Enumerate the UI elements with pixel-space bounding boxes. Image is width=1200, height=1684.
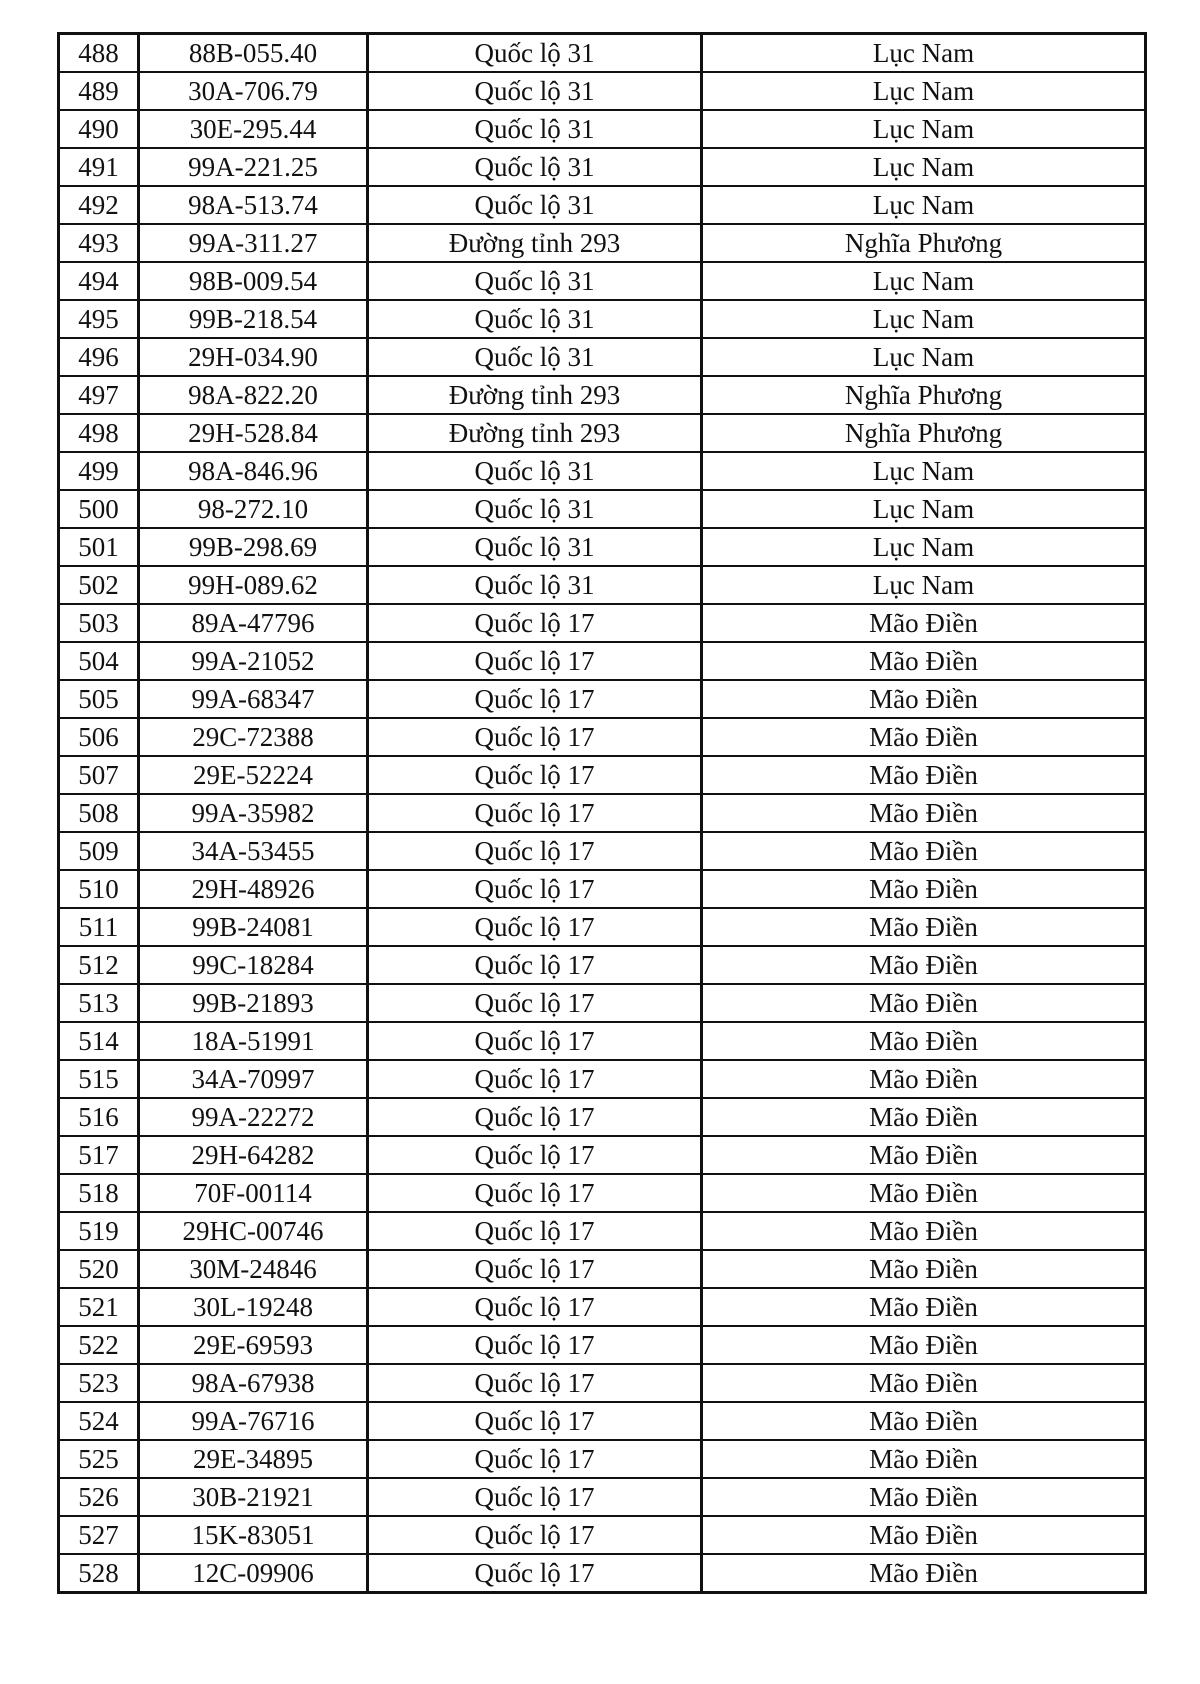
row-number-cell: 516	[59, 1098, 139, 1136]
road-cell: Quốc lộ 17	[368, 1516, 702, 1554]
road-cell: Quốc lộ 31	[368, 72, 702, 110]
row-number-cell: 520	[59, 1250, 139, 1288]
area-cell: Mão Điền	[702, 1402, 1146, 1440]
row-number-cell: 507	[59, 756, 139, 794]
license-plate-cell: 89A-47796	[139, 604, 368, 642]
area-cell: Mão Điền	[702, 1136, 1146, 1174]
area-cell: Lục Nam	[702, 148, 1146, 186]
area-cell: Lục Nam	[702, 566, 1146, 604]
area-cell: Mão Điền	[702, 642, 1146, 680]
row-number-cell: 510	[59, 870, 139, 908]
area-cell: Lục Nam	[702, 186, 1146, 224]
road-cell: Quốc lộ 17	[368, 908, 702, 946]
table-row	[59, 718, 1146, 756]
license-plate-cell: 29H-64282	[139, 1136, 368, 1174]
license-plate-cell: 30M-24846	[139, 1250, 368, 1288]
row-number-cell: 513	[59, 984, 139, 1022]
road-cell: Quốc lộ 17	[368, 1022, 702, 1060]
table-row	[59, 756, 1146, 794]
table-body	[59, 34, 1146, 1593]
table-row	[59, 642, 1146, 680]
row-number-cell: 493	[59, 224, 139, 262]
row-number-cell: 505	[59, 680, 139, 718]
area-cell: Mão Điền	[702, 946, 1146, 984]
license-plate-cell: 98-272.10	[139, 490, 368, 528]
area-cell: Mão Điền	[702, 1022, 1146, 1060]
road-cell: Quốc lộ 31	[368, 566, 702, 604]
area-cell: Mão Điền	[702, 1174, 1146, 1212]
road-cell: Quốc lộ 17	[368, 1174, 702, 1212]
table-row	[59, 1098, 1146, 1136]
row-number-cell: 490	[59, 110, 139, 148]
road-cell: Quốc lộ 31	[368, 528, 702, 566]
area-cell: Mão Điền	[702, 1288, 1146, 1326]
license-plate-cell: 29C-72388	[139, 718, 368, 756]
license-plate-cell: 99B-218.54	[139, 300, 368, 338]
table-row	[59, 338, 1146, 376]
table-row	[59, 262, 1146, 300]
row-number-cell: 525	[59, 1440, 139, 1478]
area-cell: Mão Điền	[702, 680, 1146, 718]
row-number-cell: 526	[59, 1478, 139, 1516]
area-cell: Lục Nam	[702, 528, 1146, 566]
road-cell: Quốc lộ 17	[368, 1212, 702, 1250]
road-cell: Quốc lộ 17	[368, 1250, 702, 1288]
table-row	[59, 604, 1146, 642]
table-row	[59, 1250, 1146, 1288]
area-cell: Mão Điền	[702, 1212, 1146, 1250]
area-cell: Nghĩa Phương	[702, 224, 1146, 262]
table-row	[59, 452, 1146, 490]
license-plate-cell: 99A-221.25	[139, 148, 368, 186]
row-number-cell: 500	[59, 490, 139, 528]
road-cell: Đường tỉnh 293	[368, 414, 702, 452]
license-plate-cell: 99B-21893	[139, 984, 368, 1022]
area-cell: Mão Điền	[702, 1440, 1146, 1478]
row-number-cell: 496	[59, 338, 139, 376]
area-cell: Lục Nam	[702, 490, 1146, 528]
row-number-cell: 503	[59, 604, 139, 642]
row-number-cell: 502	[59, 566, 139, 604]
license-plate-cell: 99C-18284	[139, 946, 368, 984]
license-plate-cell: 30L-19248	[139, 1288, 368, 1326]
table-row	[59, 1440, 1146, 1478]
license-plate-cell: 30A-706.79	[139, 72, 368, 110]
road-cell: Quốc lộ 17	[368, 756, 702, 794]
road-cell: Quốc lộ 17	[368, 680, 702, 718]
table-row	[59, 186, 1146, 224]
license-plate-cell: 12C-09906	[139, 1554, 368, 1593]
area-cell: Mão Điền	[702, 756, 1146, 794]
table-row	[59, 984, 1146, 1022]
table-row	[59, 1174, 1146, 1212]
area-cell: Lục Nam	[702, 300, 1146, 338]
area-cell: Mão Điền	[702, 984, 1146, 1022]
row-number-cell: 495	[59, 300, 139, 338]
row-number-cell: 514	[59, 1022, 139, 1060]
row-number-cell: 508	[59, 794, 139, 832]
area-cell: Lục Nam	[702, 110, 1146, 148]
license-plate-cell: 98B-009.54	[139, 262, 368, 300]
license-plate-cell: 99A-35982	[139, 794, 368, 832]
road-cell: Quốc lộ 17	[368, 1364, 702, 1402]
license-plate-cell: 29E-69593	[139, 1326, 368, 1364]
license-plate-cell: 98A-67938	[139, 1364, 368, 1402]
table-row	[59, 1060, 1146, 1098]
road-cell: Quốc lộ 17	[368, 794, 702, 832]
road-cell: Quốc lộ 31	[368, 338, 702, 376]
license-plate-cell: 99A-76716	[139, 1402, 368, 1440]
row-number-cell: 518	[59, 1174, 139, 1212]
road-cell: Quốc lộ 31	[368, 34, 702, 73]
license-plate-cell: 29E-34895	[139, 1440, 368, 1478]
license-plate-cell: 18A-51991	[139, 1022, 368, 1060]
license-plate-cell: 99A-21052	[139, 642, 368, 680]
area-cell: Mão Điền	[702, 1516, 1146, 1554]
row-number-cell: 528	[59, 1554, 139, 1593]
road-cell: Quốc lộ 31	[368, 490, 702, 528]
road-cell: Đường tỉnh 293	[368, 376, 702, 414]
row-number-cell: 506	[59, 718, 139, 756]
table-row	[59, 528, 1146, 566]
table-row	[59, 870, 1146, 908]
area-cell: Nghĩa Phương	[702, 414, 1146, 452]
area-cell: Mão Điền	[702, 718, 1146, 756]
area-cell: Mão Điền	[702, 794, 1146, 832]
table-row	[59, 300, 1146, 338]
table-row	[59, 414, 1146, 452]
row-number-cell: 524	[59, 1402, 139, 1440]
license-plate-cell: 29H-034.90	[139, 338, 368, 376]
table-row	[59, 832, 1146, 870]
area-cell: Mão Điền	[702, 908, 1146, 946]
license-plate-cell: 99A-311.27	[139, 224, 368, 262]
row-number-cell: 488	[59, 34, 139, 73]
row-number-cell: 509	[59, 832, 139, 870]
road-cell: Quốc lộ 17	[368, 718, 702, 756]
road-cell: Quốc lộ 17	[368, 604, 702, 642]
table-row	[59, 72, 1146, 110]
row-number-cell: 504	[59, 642, 139, 680]
road-cell: Quốc lộ 17	[368, 1402, 702, 1440]
road-cell: Quốc lộ 31	[368, 300, 702, 338]
row-number-cell: 522	[59, 1326, 139, 1364]
license-plate-cell: 34A-53455	[139, 832, 368, 870]
table-row	[59, 1478, 1146, 1516]
row-number-cell: 511	[59, 908, 139, 946]
area-cell: Mão Điền	[702, 1554, 1146, 1593]
table-row	[59, 1326, 1146, 1364]
road-cell: Quốc lộ 17	[368, 642, 702, 680]
table-row	[59, 1402, 1146, 1440]
table-row	[59, 490, 1146, 528]
road-cell: Quốc lộ 31	[368, 262, 702, 300]
row-number-cell: 494	[59, 262, 139, 300]
area-cell: Mão Điền	[702, 1098, 1146, 1136]
row-number-cell: 517	[59, 1136, 139, 1174]
row-number-cell: 492	[59, 186, 139, 224]
license-plate-cell: 98A-513.74	[139, 186, 368, 224]
license-plate-cell: 30B-21921	[139, 1478, 368, 1516]
road-cell: Quốc lộ 17	[368, 984, 702, 1022]
area-cell: Mão Điền	[702, 604, 1146, 642]
area-cell: Lục Nam	[702, 72, 1146, 110]
area-cell: Lục Nam	[702, 262, 1146, 300]
road-cell: Đường tỉnh 293	[368, 224, 702, 262]
license-plate-cell: 29E-52224	[139, 756, 368, 794]
license-plate-cell: 29H-48926	[139, 870, 368, 908]
table-row	[59, 794, 1146, 832]
table-row	[59, 376, 1146, 414]
license-plate-cell: 98A-846.96	[139, 452, 368, 490]
area-cell: Lục Nam	[702, 34, 1146, 73]
table-row	[59, 908, 1146, 946]
table-row	[59, 1288, 1146, 1326]
road-cell: Quốc lộ 17	[368, 1136, 702, 1174]
row-number-cell: 519	[59, 1212, 139, 1250]
area-cell: Mão Điền	[702, 1250, 1146, 1288]
road-cell: Quốc lộ 17	[368, 1060, 702, 1098]
area-cell: Mão Điền	[702, 1364, 1146, 1402]
row-number-cell: 501	[59, 528, 139, 566]
road-cell: Quốc lộ 17	[368, 832, 702, 870]
row-number-cell: 523	[59, 1364, 139, 1402]
row-number-cell: 499	[59, 452, 139, 490]
area-cell: Mão Điền	[702, 870, 1146, 908]
table-row	[59, 34, 1146, 73]
table-row	[59, 1212, 1146, 1250]
license-plate-cell: 99B-24081	[139, 908, 368, 946]
table-row	[59, 1364, 1146, 1402]
table-row	[59, 1136, 1146, 1174]
table-row	[59, 566, 1146, 604]
violations-table	[57, 32, 1147, 1594]
license-plate-cell: 15K-83051	[139, 1516, 368, 1554]
license-plate-cell: 30E-295.44	[139, 110, 368, 148]
road-cell: Quốc lộ 17	[368, 1098, 702, 1136]
area-cell: Mão Điền	[702, 832, 1146, 870]
row-number-cell: 489	[59, 72, 139, 110]
table-row	[59, 1022, 1146, 1060]
road-cell: Quốc lộ 31	[368, 148, 702, 186]
area-cell: Mão Điền	[702, 1326, 1146, 1364]
road-cell: Quốc lộ 31	[368, 452, 702, 490]
road-cell: Quốc lộ 17	[368, 1554, 702, 1593]
row-number-cell: 515	[59, 1060, 139, 1098]
row-number-cell: 512	[59, 946, 139, 984]
road-cell: Quốc lộ 17	[368, 946, 702, 984]
license-plate-cell: 70F-00114	[139, 1174, 368, 1212]
license-plate-cell: 99A-22272	[139, 1098, 368, 1136]
table-row	[59, 224, 1146, 262]
row-number-cell: 497	[59, 376, 139, 414]
road-cell: Quốc lộ 17	[368, 870, 702, 908]
area-cell: Mão Điền	[702, 1060, 1146, 1098]
road-cell: Quốc lộ 17	[368, 1326, 702, 1364]
table-row	[59, 110, 1146, 148]
table-row	[59, 1554, 1146, 1593]
row-number-cell: 527	[59, 1516, 139, 1554]
road-cell: Quốc lộ 31	[368, 110, 702, 148]
area-cell: Lục Nam	[702, 338, 1146, 376]
row-number-cell: 498	[59, 414, 139, 452]
table-row	[59, 946, 1146, 984]
road-cell: Quốc lộ 31	[368, 186, 702, 224]
license-plate-cell: 99A-68347	[139, 680, 368, 718]
violations-table-wrapper	[57, 32, 1144, 1594]
row-number-cell: 521	[59, 1288, 139, 1326]
table-row	[59, 680, 1146, 718]
area-cell: Mão Điền	[702, 1478, 1146, 1516]
road-cell: Quốc lộ 17	[368, 1288, 702, 1326]
license-plate-cell: 99H-089.62	[139, 566, 368, 604]
license-plate-cell: 29HC-00746	[139, 1212, 368, 1250]
license-plate-cell: 98A-822.20	[139, 376, 368, 414]
license-plate-cell: 88B-055.40	[139, 34, 368, 73]
area-cell: Lục Nam	[702, 452, 1146, 490]
road-cell: Quốc lộ 17	[368, 1440, 702, 1478]
license-plate-cell: 29H-528.84	[139, 414, 368, 452]
license-plate-cell: 34A-70997	[139, 1060, 368, 1098]
license-plate-cell: 99B-298.69	[139, 528, 368, 566]
road-cell: Quốc lộ 17	[368, 1478, 702, 1516]
table-row	[59, 1516, 1146, 1554]
area-cell: Nghĩa Phương	[702, 376, 1146, 414]
table-row	[59, 148, 1146, 186]
row-number-cell: 491	[59, 148, 139, 186]
